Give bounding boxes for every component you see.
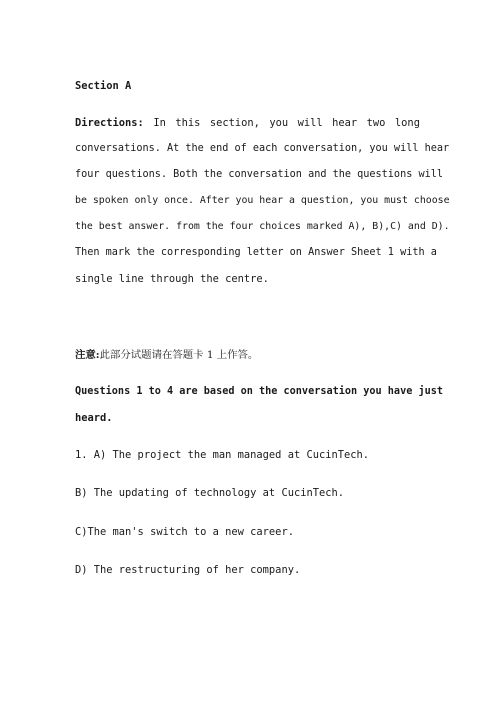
directions-word: you bbox=[269, 117, 289, 129]
directions-word: section, bbox=[209, 117, 260, 129]
directions-word: two bbox=[366, 117, 386, 129]
directions-line: single line through the centre. bbox=[75, 273, 269, 285]
directions-line: be spoken only once. After you hear a question, you must choose bbox=[75, 195, 450, 206]
questions-header: Questions 1 to 4 are based on the conversation you have just bbox=[75, 386, 444, 397]
question-1-option-b: B) The updating of technology at CucinTech. bbox=[75, 487, 344, 499]
directions-label: Directions: bbox=[75, 117, 144, 129]
directions-word: hear bbox=[332, 117, 358, 129]
directions-line: the best answer. from the four choices marked A), B),C) and D). bbox=[75, 221, 450, 232]
directions-word: this bbox=[175, 117, 201, 129]
questions-header-cont: heard. bbox=[75, 412, 113, 424]
directions-first-line bbox=[75, 117, 420, 129]
question-1-option-c: C)The man's switch to a new career. bbox=[75, 526, 294, 538]
directions-line: four questions. Both the conversation and the questions will bbox=[75, 169, 444, 180]
note-line bbox=[75, 346, 258, 361]
directions-line: Then mark the corresponding letter on Answer Sheet 1 with a bbox=[75, 247, 437, 258]
directions-word: In bbox=[153, 117, 166, 129]
note-text: 此部分试题请在答题卡 1 上作答。 bbox=[99, 349, 259, 361]
note-label: 注意: bbox=[75, 349, 100, 361]
directions-word: will bbox=[297, 117, 323, 129]
section-title: Section A bbox=[75, 80, 132, 92]
question-1-option-d: D) The restructuring of her company. bbox=[75, 564, 301, 576]
directions-line: conversations. At the end of each conversation, you will hear bbox=[75, 143, 450, 154]
directions-word: long bbox=[394, 117, 420, 129]
question-1-option-a: 1. A) The project the man managed at CucinTech. bbox=[75, 449, 370, 461]
